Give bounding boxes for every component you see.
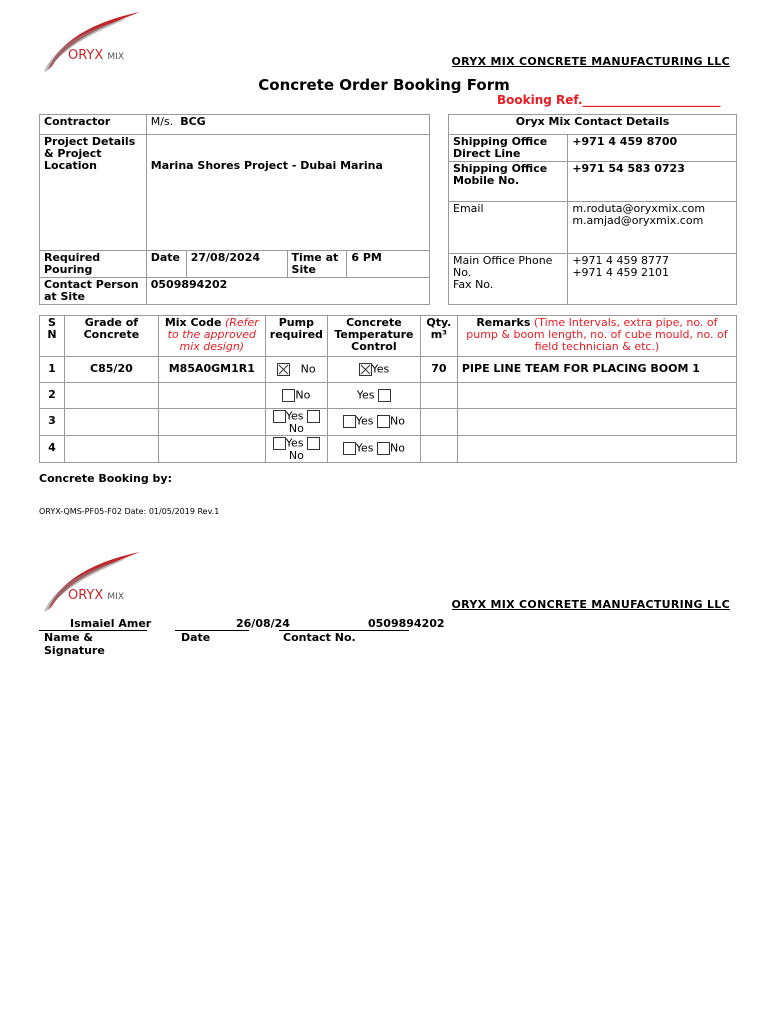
name-signature-label: Name & Signature	[44, 631, 105, 657]
project-value: Marina Shores Project - Dubai Marina	[146, 135, 429, 251]
main-phone-label: Main Office Phone No.	[453, 254, 553, 279]
pump-checkbox-checked[interactable]	[277, 363, 290, 376]
required-pouring-label: Required Pouring	[40, 251, 147, 278]
pump-checkbox[interactable]	[282, 389, 295, 402]
order-table	[39, 315, 737, 463]
temp-no-checkbox[interactable]	[377, 442, 390, 455]
temp-checkbox[interactable]	[378, 389, 391, 402]
header-grade: Grade of Concrete	[64, 316, 158, 357]
main-phone-values	[568, 254, 737, 305]
shipping-direct-label: Shipping Office Direct Line	[449, 135, 568, 162]
contact-heading: Oryx Mix Contact Details	[449, 115, 737, 135]
date-label: Date	[146, 251, 186, 278]
email-1[interactable]: m.roduta@oryxmix.com	[572, 202, 706, 215]
contractor-cell: M/s. BCG	[146, 115, 429, 135]
logo-swoosh-icon	[40, 8, 150, 78]
temp-checkbox-checked[interactable]	[359, 363, 372, 376]
company-name: ORYX MIX CONCRETE MANUFACTURING LLC	[451, 55, 730, 68]
contact-no-label: Contact No.	[283, 631, 356, 644]
contact-person-label: Contact Person at Site	[40, 278, 147, 305]
table-row: 4 Yes No Yes No	[40, 436, 737, 463]
shipping-direct-value: +971 4 459 8700	[568, 135, 737, 162]
date-label-footer: Date	[181, 631, 211, 644]
signed-date: 26/08/24	[236, 617, 290, 630]
fax-value: +971 4 459 2101	[572, 266, 670, 279]
time-label: Time at Site	[287, 251, 347, 278]
header-pump: Pump required	[265, 316, 327, 357]
contact-person-value: 0509894202	[146, 278, 429, 305]
oryx-mix-logo: ORYX MIX	[40, 8, 150, 78]
oryx-mix-logo-footer: ORYX MIX	[40, 548, 150, 618]
form-title: Concrete Order Booking Form	[258, 76, 510, 94]
fax-label: Fax No.	[453, 278, 494, 291]
date-value: 27/08/2024	[186, 251, 287, 278]
header-mix: Mix Code (Refer to the approved mix design)	[158, 316, 265, 357]
oryx-contact-table	[448, 114, 737, 305]
time-value: 6 PM	[347, 251, 430, 278]
booking-by-label: Concrete Booking by:	[39, 472, 172, 485]
table-row: 3 Yes No Yes No	[40, 409, 737, 436]
email-label: Email	[449, 202, 568, 254]
main-phone-label-cell	[449, 254, 568, 305]
pump-yes-checkbox[interactable]	[273, 410, 286, 423]
pump-cell: No	[265, 357, 327, 383]
document-reference: ORYX-QMS-PF05-F02 Date: 01/05/2019 Rev.1	[39, 507, 220, 516]
pump-yes-checkbox[interactable]	[273, 437, 286, 450]
shipping-mobile-label: Shipping Office Mobile No.	[449, 162, 568, 202]
header-remarks: Remarks (Time Intervals, extra pipe, no. of pump & boom length, no. of cube mould, no. of field technician & etc.)	[457, 316, 736, 357]
company-name-footer: ORYX MIX CONCRETE MANUFACTURING LLC	[451, 598, 730, 611]
temp-yes-checkbox[interactable]	[343, 415, 356, 428]
pump-no-checkbox[interactable]	[307, 437, 320, 450]
signer-contact: 0509894202	[368, 617, 445, 630]
shipping-mobile-value: +971 54 583 0723	[568, 162, 737, 202]
email-2[interactable]: m.amjad@oryxmix.com	[572, 214, 704, 227]
email-values	[568, 202, 737, 254]
temp-no-checkbox[interactable]	[377, 415, 390, 428]
logo-swoosh-icon	[40, 548, 150, 618]
header-temp: Concrete Temperature Control	[327, 316, 420, 357]
temp-yes-checkbox[interactable]	[343, 442, 356, 455]
contractor-value: BCG	[180, 115, 206, 128]
table-row: 2 No Yes	[40, 383, 737, 409]
pump-no-checkbox[interactable]	[307, 410, 320, 423]
header-qty: Qty. m³	[420, 316, 457, 357]
temp-cell: Yes	[327, 357, 420, 383]
contractor-label: Contractor	[40, 115, 147, 135]
table-row: 1 C85/20 M85A0GM1R1 No Yes 70 PIPE LINE TEAM FOR PLACING BOOM 1	[40, 357, 737, 383]
project-label: Project Details & Project Location	[40, 135, 147, 251]
contractor-details-table	[39, 114, 430, 305]
signer-name: Ismaiel Amer	[70, 617, 152, 630]
booking-ref: Booking Ref._______________________	[497, 93, 721, 107]
header-sn: S N	[40, 316, 65, 357]
main-phone-value: +971 4 459 8777	[572, 254, 670, 267]
